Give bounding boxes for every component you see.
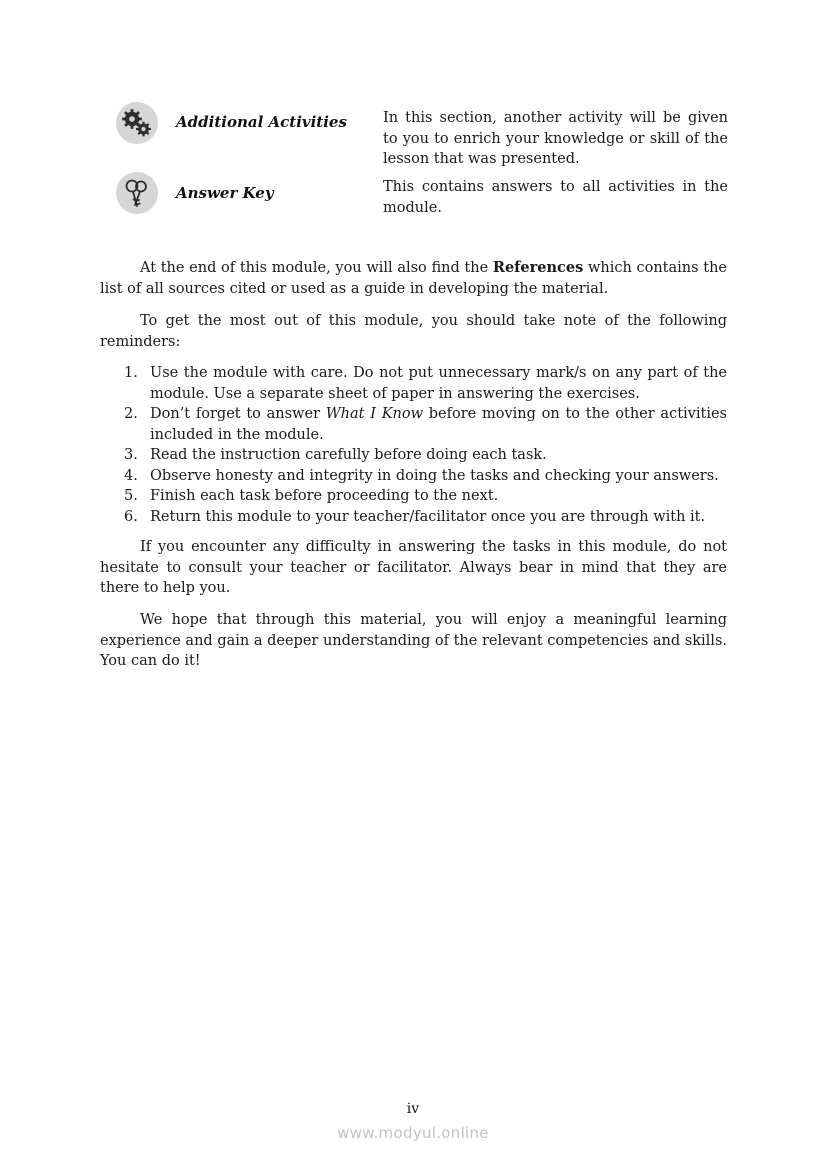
section-description: This contains answers to all activities in the module. [383, 179, 728, 216]
list-item [100, 486, 727, 507]
page-number: iv [406, 1101, 420, 1117]
list-item-text: Observe honesty and integrity in doing the tasks and checking your answers. [150, 467, 719, 484]
list-item-number: 5. [124, 488, 138, 504]
section-title: Answer Key [176, 184, 274, 202]
list-item [100, 445, 727, 466]
intro-text: To get the most out of this module, you should take note of the following reminders: [100, 313, 727, 350]
list-item-number: 1. [124, 365, 138, 381]
watermark: www.modyul.online [337, 1124, 489, 1142]
list-item [100, 363, 727, 404]
list-item-number: 2. [124, 406, 138, 422]
difficulty-paragraph [100, 537, 727, 599]
reminders-list [100, 363, 727, 527]
difficulty-text: If you encounter any difficulty in answering the tasks in this module, do not hesitate to consult your teacher or facilitator. Always bear in mind that they are there to help you. [100, 539, 727, 596]
references-paragraph [100, 258, 727, 299]
list-item [100, 404, 727, 445]
list-item-number: 3. [124, 447, 138, 463]
list-item-text: Read the instruction carefully before doing each task. [150, 447, 547, 463]
section-title: Additional Activities [176, 113, 347, 131]
list-item-text-after: before moving on to the other activities included in the module. [150, 406, 727, 443]
list-item-text: Finish each task before proceeding to the next. [150, 488, 499, 504]
intro-paragraph [100, 311, 727, 352]
list-item-text: Return this module to your teacher/facilitator once you are through with it. [150, 508, 706, 525]
references-bold: References [492, 259, 584, 276]
list-item-text-before: Don’t forget to answer [150, 406, 326, 422]
section-additional-activities [116, 102, 728, 166]
list-item-text: Use the module with care. Do not put unnecessary mark/s on any part of the module. Use a separate sheet of paper in answering the exercises. [150, 365, 727, 402]
list-item-italic: What I Know [325, 406, 424, 422]
closing-paragraph [100, 610, 727, 672]
list-item-number: 4. [124, 467, 138, 484]
keys-icon [116, 172, 158, 214]
list-item-number: 6. [124, 508, 138, 525]
list-item [100, 507, 727, 528]
closing-text: We hope that through this material, you will enjoy a meaningful learning experience and gain a deeper understanding of the relevant competencies and skills. You can do it! [100, 612, 727, 669]
section-answer-key [116, 172, 728, 216]
references-text-after: which contains the list of all sources cited or used as a guide in developing the material. [100, 260, 727, 297]
section-description: In this section, another activity will be given to you to enrich your knowledge or skill of the lesson that was presented. [383, 110, 728, 167]
gears-icon [116, 102, 158, 144]
references-text-before: At the end of this module, you will also find the [140, 260, 493, 276]
list-item [100, 466, 727, 487]
